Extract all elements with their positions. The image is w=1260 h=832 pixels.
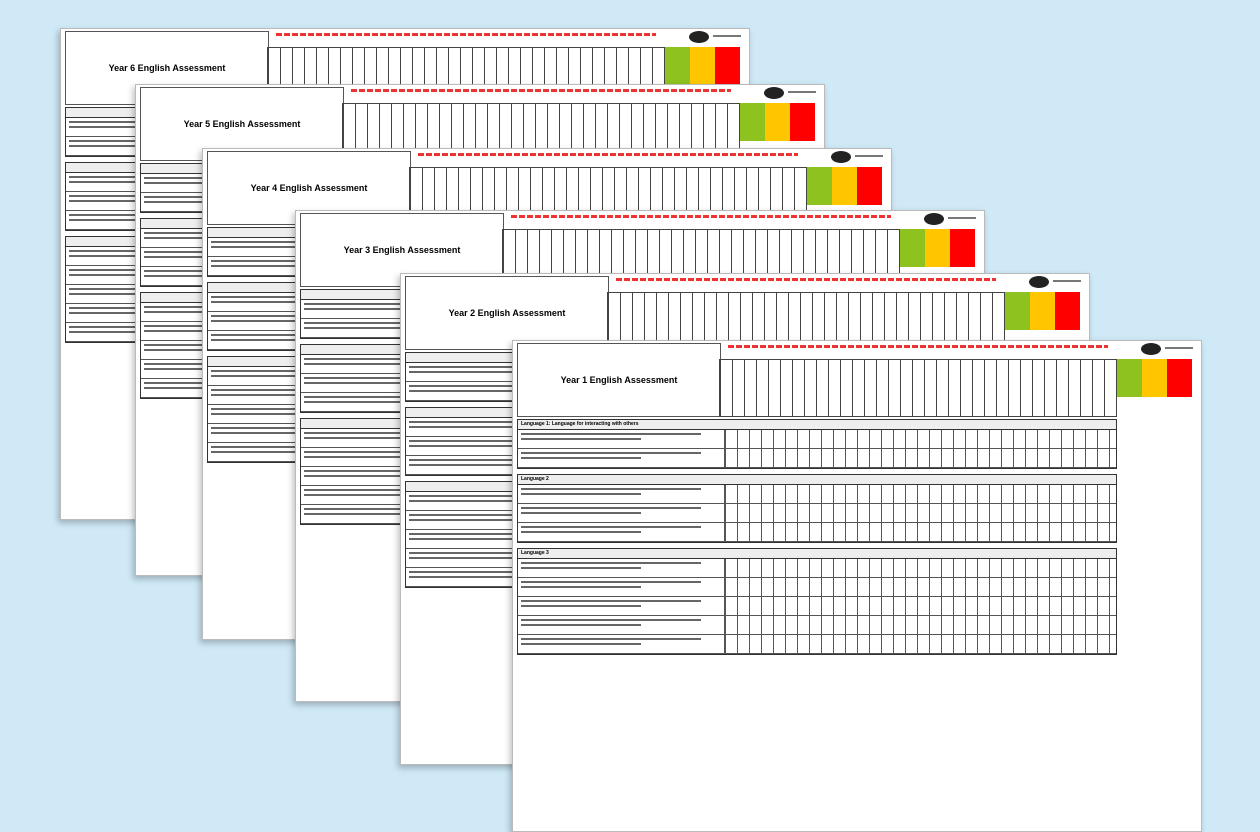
tick-cells[interactable] <box>725 597 1116 615</box>
section-heading: Language 3 <box>518 549 1116 559</box>
logo-icon <box>831 151 851 163</box>
rating-band <box>1055 292 1080 330</box>
tick-cells[interactable] <box>725 430 1116 448</box>
rating-band <box>1117 359 1142 397</box>
objective-section <box>517 419 1117 469</box>
rating-band <box>1030 292 1055 330</box>
objective-row <box>518 449 1116 468</box>
rating-band <box>1167 359 1192 397</box>
tick-cells[interactable] <box>725 559 1116 577</box>
instruction-line <box>351 89 731 92</box>
rating-band <box>1142 359 1167 397</box>
sheet-title: Year 1 English Assessment <box>517 343 721 417</box>
tick-cells[interactable] <box>725 485 1116 503</box>
tick-cells[interactable] <box>725 449 1116 467</box>
rating-band <box>900 229 925 267</box>
pupil-columns-grid <box>719 359 1117 417</box>
tick-cells[interactable] <box>725 504 1116 522</box>
rating-band <box>832 167 857 205</box>
sheet-title: Year 3 English Assessment <box>300 213 504 287</box>
logo-icon <box>1029 276 1049 288</box>
rating-band <box>1005 292 1030 330</box>
sheet-title: Year 4 English Assessment <box>207 151 411 225</box>
objective-row <box>518 578 1116 597</box>
tick-cells[interactable] <box>725 578 1116 596</box>
rating-band <box>950 229 975 267</box>
objective-row <box>518 616 1116 635</box>
logo-icon <box>924 213 944 225</box>
objectives-table <box>517 419 1117 827</box>
logo-icon <box>689 31 709 43</box>
objective-row <box>518 635 1116 654</box>
sheet-title: Year 2 English Assessment <box>405 276 609 350</box>
sheet-title: Year 6 English Assessment <box>65 31 269 105</box>
objective-row <box>518 559 1116 578</box>
logo-icon <box>1141 343 1161 355</box>
section-heading: Language 2 <box>518 475 1116 485</box>
rating-band <box>857 167 882 205</box>
logo-text <box>713 35 741 37</box>
tick-cells[interactable] <box>725 523 1116 541</box>
logo-text <box>948 217 976 219</box>
instruction-line <box>616 278 996 281</box>
instruction-line <box>276 33 656 36</box>
objective-row <box>518 485 1116 504</box>
sheet-title: Year 5 English Assessment <box>140 87 344 161</box>
objective-row <box>518 504 1116 523</box>
rating-band <box>925 229 950 267</box>
logo-text <box>1165 347 1193 349</box>
rating-band <box>740 103 765 141</box>
rating-band <box>807 167 832 205</box>
section-heading: Language 1: Language for interacting with others <box>518 420 1116 430</box>
instruction-line <box>728 345 1108 348</box>
objective-row <box>518 430 1116 449</box>
logo-text <box>855 155 883 157</box>
instruction-line <box>418 153 798 156</box>
tick-cells[interactable] <box>725 616 1116 634</box>
rating-band <box>665 47 690 85</box>
assessment-sheet <box>512 340 1202 832</box>
logo-text <box>788 91 816 93</box>
rating-band <box>690 47 715 85</box>
objective-row <box>518 597 1116 616</box>
rating-band <box>765 103 790 141</box>
rating-band <box>715 47 740 85</box>
objective-row <box>518 523 1116 542</box>
instruction-line <box>511 215 891 218</box>
tick-cells[interactable] <box>725 635 1116 653</box>
objective-section <box>517 548 1117 655</box>
rating-band <box>790 103 815 141</box>
logo-text <box>1053 280 1081 282</box>
logo-icon <box>764 87 784 99</box>
objective-section <box>517 474 1117 543</box>
